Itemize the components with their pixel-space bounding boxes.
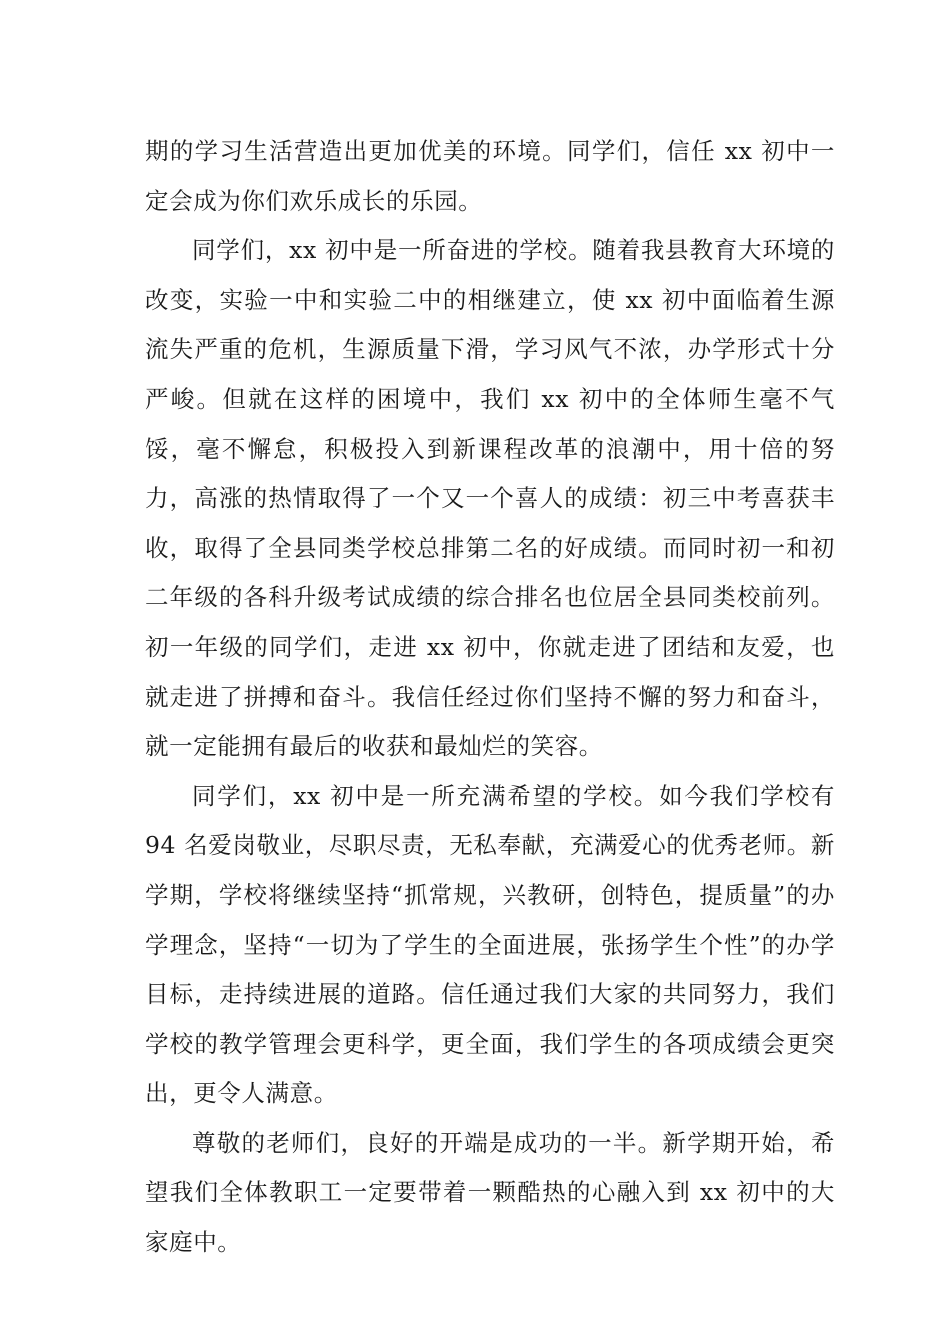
paragraph-4: 尊敬的老师们，良好的开端是成功的一半。新学期开始，希望我们全体教职工一定要带着一颗酷热的心融入到 xx 初中的大家庭中。 bbox=[145, 1128, 835, 1257]
document-body bbox=[145, 127, 835, 1268]
paragraph-1: 期的学习生活营造出更加优美的环境。同学们，信任 xx 初中一定会成为你们欢乐成长的乐园。 bbox=[145, 137, 835, 215]
paragraph-2: 同学们，xx 初中是一所奋进的学校。随着我县教育大环境的改变，实验一中和实验二中的相继建立，使 xx 初中面临着生源流失严重的危机，生源质量下滑，学习风气不浓，办学形式十分严峻。但就在这样的困境中，我们 xx 初中的全体师生毫不气馁，毫不懈怠，积极投入到新课程改革的浪潮中，用十倍的努力，高涨的热情取得了一个又一个喜人的成绩：初三中考喜获丰收，取得了全县同类学校总排第二名的好成绩。而同时初一和初二年级的各科升级考试成绩的综合排名也位居全县同类校前列。初一年级的同学们，走进 xx 初中，你就走进了团结和友爱，也就走进了拼搏和奋斗。我信任经过你们坚持不懈的努力和奋斗，就一定能拥有最后的收获和最灿烂的笑容。 bbox=[145, 236, 835, 761]
paragraph-3: 同学们，xx 初中是一所充满希望的学校。如今我们学校有 94 名爱岗敬业，尽职尽责，无私奉献，充满爱心的优秀老师。新学期，学校将继续坚持“抓常规，兴教研，创特色，提质量”的办学理念，坚持“一切为了学生的全面进展，张扬学生个性”的办学目标，走持续进展的道路。信任通过我们大家的共同努力，我们学校的教学管理会更科学，更全面，我们学生的各项成绩会更突出，更令人满意。 bbox=[145, 781, 835, 1108]
